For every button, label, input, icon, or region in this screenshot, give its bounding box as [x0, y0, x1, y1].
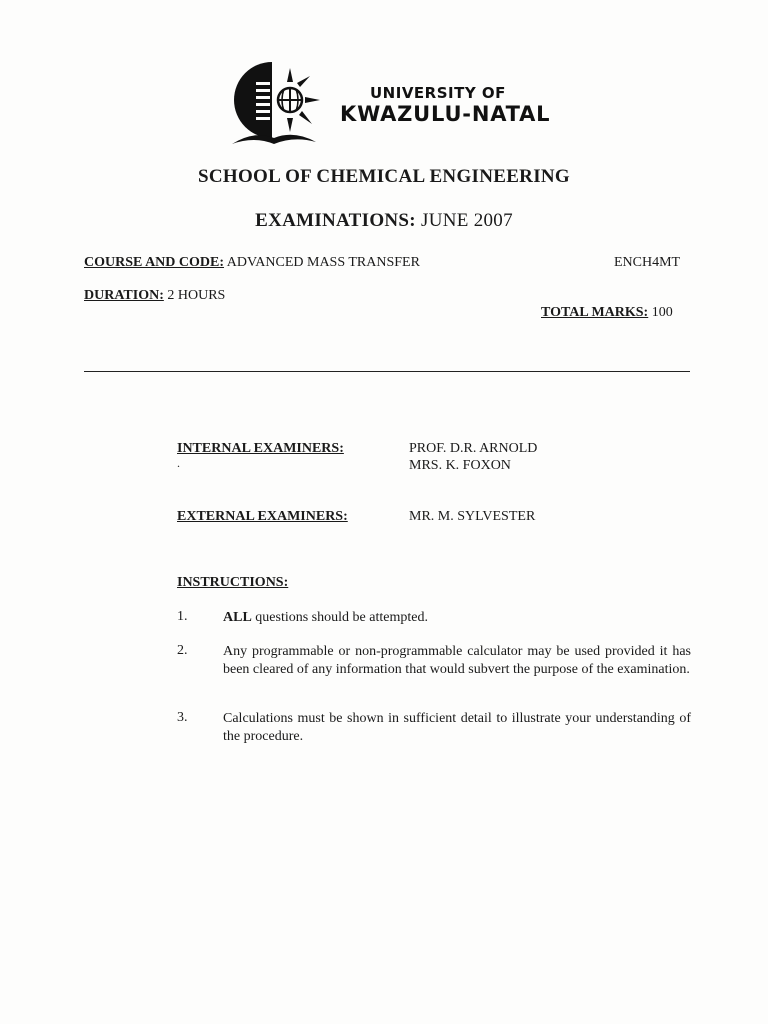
instruction-emphasis: ALL: [223, 610, 252, 625]
external-examiners-label: [177, 509, 348, 525]
internal-examiners-label-text: INTERNAL EXAMINERS:: [177, 441, 344, 456]
duration-row: [84, 288, 225, 304]
course-row: [84, 255, 420, 271]
instruction-item: [223, 643, 691, 679]
instruction-text: Any programmable or non-programmable calculator may be used provided it has been cleared of any information that would subvert the purpose of the examination.: [223, 644, 691, 677]
instruction-item: [223, 710, 691, 746]
exam-label: EXAMINATIONS:: [255, 210, 416, 231]
total-marks-value: 100: [651, 305, 673, 320]
instruction-number: 2.: [177, 643, 188, 658]
internal-examiner-1: PROF. D.R. ARNOLD: [409, 441, 538, 456]
instruction-text: questions should be attempted.: [251, 610, 428, 625]
instruction-item: [223, 609, 691, 627]
instructions-label: INSTRUCTIONS:: [177, 575, 289, 590]
instruction-number: 3.: [177, 710, 188, 725]
instruction-number: 1.: [177, 609, 188, 624]
university-name-line1: UNIVERSITY OF: [370, 84, 506, 102]
duration-value: 2 HOURS: [167, 288, 226, 303]
university-logo-icon: [228, 58, 324, 150]
internal-examiners-label: [177, 441, 344, 457]
instructions-heading: [177, 575, 288, 591]
total-marks-label: TOTAL MARKS:: [541, 305, 649, 320]
stray-mark: .: [177, 456, 180, 470]
divider: [84, 371, 690, 372]
course-name: ADVANCED MASS TRANSFER: [226, 255, 420, 270]
university-name-line2: KWAZULU-NATAL: [340, 102, 551, 126]
internal-examiner-2: MRS. K. FOXON: [409, 458, 511, 473]
duration-label: DURATION:: [84, 288, 164, 303]
external-examiner-1: MR. M. SYLVESTER: [409, 509, 536, 524]
course-label: COURSE AND CODE:: [84, 255, 225, 270]
exam-session: JUNE 2007: [421, 210, 513, 231]
instruction-text: Calculations must be shown in sufficient detail to illustrate your understanding of the procedure.: [223, 711, 691, 744]
total-marks-row: [541, 305, 673, 321]
school-title: SCHOOL OF CHEMICAL ENGINEERING: [198, 166, 570, 187]
course-code: ENCH4MT: [614, 255, 681, 270]
external-examiners-label-text: EXTERNAL EXAMINERS:: [177, 509, 348, 524]
exam-session-heading: [0, 210, 768, 232]
